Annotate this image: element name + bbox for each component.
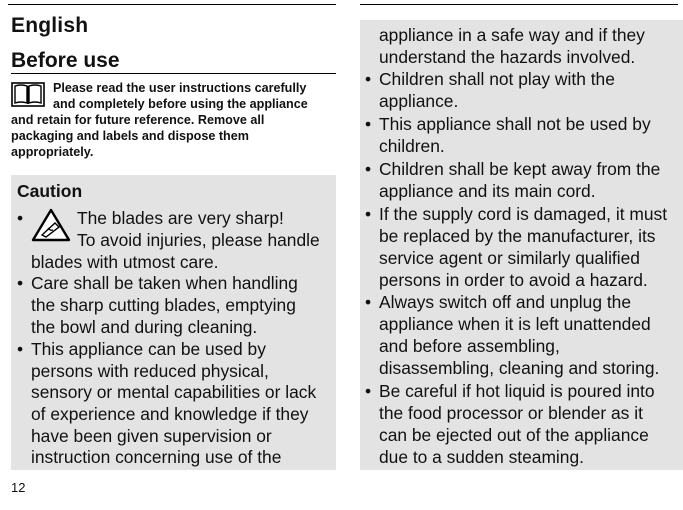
caution-text: appliance and its main cord. — [379, 181, 596, 201]
caution-text: appliance in a safe way and if they — [379, 25, 645, 45]
caution-text: sensory or mental capabilities or lack — [31, 382, 317, 402]
bullet-mark: • — [365, 69, 372, 89]
bullet-mark: • — [17, 208, 24, 228]
blade-warning-icon — [31, 208, 71, 242]
intro-line: packaging and labels and dispose them — [11, 129, 249, 143]
caution-text: Care shall be taken when handling — [31, 273, 298, 293]
caution-text: blades with utmost care. — [31, 252, 219, 272]
bullet-mark: • — [365, 159, 372, 179]
top-rule-left — [8, 4, 336, 5]
caution-text: due to a sudden steaming. — [379, 447, 584, 467]
intro-line: and retain for future reference. Remove all — [11, 113, 265, 127]
caution-text: and before assembling, — [379, 336, 560, 356]
caution-text: Children shall not play with the — [379, 69, 615, 89]
caution-text: appliance. — [379, 91, 459, 111]
caution-text: children. — [379, 136, 445, 156]
intro-line: and completely before using the appliance — [53, 97, 308, 111]
caution-text: To avoid injuries, please handle — [77, 230, 320, 250]
bullet-mark: • — [17, 339, 24, 359]
caution-text: This appliance can be used by — [31, 339, 266, 359]
caution-text: be replaced by the manufacturer, its — [379, 226, 656, 246]
page-number: 12 — [11, 480, 26, 495]
bullet-mark: • — [365, 114, 372, 134]
intro-line: Please read the user instructions carefully — [53, 81, 307, 95]
caution-text: of experience and knowledge if they — [31, 404, 309, 424]
bullet-mark: • — [17, 273, 24, 293]
caution-text: persons with reduced physical, — [31, 361, 269, 381]
caution-text: persons in order to avoid a hazard. — [379, 270, 648, 290]
caution-text: Be careful if hot liquid is poured into — [379, 381, 655, 401]
caution-text: appliance when it is left unattended — [379, 314, 651, 334]
caution-text: This appliance shall not be used by — [379, 114, 651, 134]
bullet-mark: • — [365, 292, 372, 312]
caution-text: disassembling, cleaning and storing. — [379, 358, 660, 378]
caution-text: service agent or similarly qualified — [379, 248, 640, 268]
caution-text: can be ejected out of the appliance — [379, 425, 649, 445]
caution-text: have been given supervision or — [31, 426, 272, 446]
bullet-mark: • — [365, 204, 372, 224]
caution-text: the bowl and during cleaning. — [31, 317, 258, 337]
caution-text: instruction concerning use of the — [31, 447, 282, 467]
caution-text: The blades are very sharp! — [77, 208, 284, 228]
section-rule — [11, 73, 336, 74]
section-title: Before use — [11, 49, 120, 72]
caution-text: Always switch off and unplug the — [379, 292, 631, 312]
top-rule-right — [360, 4, 678, 5]
intro-paragraph — [11, 80, 341, 160]
intro-line: appropriately. — [11, 145, 94, 159]
caution-text: If the supply cord is damaged, it must — [379, 204, 668, 224]
language-heading: English — [11, 14, 89, 37]
caution-heading: Caution — [17, 181, 83, 201]
open-book-icon — [11, 82, 45, 107]
bullet-mark: • — [365, 381, 372, 401]
caution-text: Children shall be kept away from the — [379, 159, 661, 179]
caution-text: the sharp cutting blades, emptying — [31, 295, 296, 315]
caution-text: understand the hazards involved. — [379, 47, 636, 67]
caution-text: the food processor or blender as it — [379, 403, 643, 423]
